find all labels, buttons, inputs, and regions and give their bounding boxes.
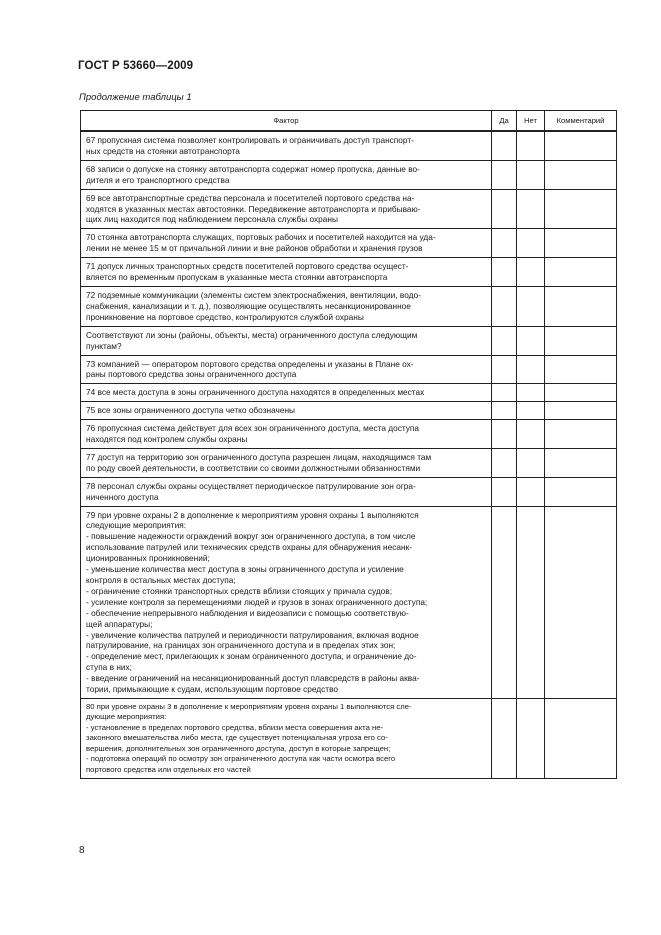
factor-text-line: - введение ограничений на несанкционированный доступ плавсредств в районы аква- [86, 673, 420, 684]
factor-text-line: использование патрулей или технических средств охраны для обнаружения несанк- [86, 542, 412, 553]
factor-cell [81, 448, 492, 477]
comment-cell[interactable] [545, 698, 617, 779]
no-cell[interactable] [517, 448, 545, 477]
yes-cell[interactable] [492, 420, 517, 449]
factor-cell [81, 355, 492, 384]
factor-text-line: 72 подземные коммуникации (элементы систем электроснабжения, вентиляции, водо- [86, 289, 421, 300]
factor-text-line: дителя и его транспортного средства [86, 174, 230, 185]
factor-text-line: законного вмешательства либо места, где существует потенциальная угроза его со- [86, 733, 388, 743]
table-row [81, 448, 617, 477]
factor-text-line: - повышение надежности ограждений вокруг зон ограниченного доступа, в том числе [86, 531, 416, 542]
table-row [81, 258, 617, 287]
no-cell[interactable] [517, 420, 545, 449]
comment-cell[interactable] [545, 258, 617, 287]
table-row [81, 384, 617, 402]
factor-text-line: - подготовка операций по осмотру зон ограниченного доступа как части осмотра всего [86, 754, 396, 764]
comment-cell[interactable] [545, 477, 617, 506]
factor-cell [81, 229, 492, 258]
factor-text-line: дующие мероприятия: [86, 712, 167, 722]
comment-cell[interactable] [545, 131, 617, 160]
column-header-no: Нет [517, 111, 545, 132]
factor-text-line: - определение мест, прилегающих к зонам ограниченного доступа, и ограничение до- [86, 651, 417, 662]
factor-text-line: проникновение на портовое средство, контролируются службой охраны [86, 311, 364, 322]
yes-cell[interactable] [492, 384, 517, 402]
factor-text-line: 77 доступ на территорию зон ограниченного доступа разрешен лицам, находящимся там [86, 451, 432, 462]
factor-text-line: щих лиц находится под наблюдением персонала службы охраны [86, 214, 338, 225]
factor-cell [81, 286, 492, 326]
yes-cell[interactable] [492, 506, 517, 698]
factor-text-line: - ограничение стоянки транспортных средств вблизи стоящих у причала судов; [86, 585, 393, 596]
document-code-header: ГОСТ Р 53660—2009 [78, 60, 194, 72]
comment-cell[interactable] [545, 160, 617, 189]
table-row [81, 326, 617, 355]
factor-cell [81, 160, 492, 189]
no-cell[interactable] [517, 286, 545, 326]
factor-text-line: - установление в пределах портового средства, вблизи места совершения акта не- [86, 722, 384, 732]
factor-text-line: - увеличение количества патрулей и периодичности патрулирования, включая водное [86, 629, 419, 640]
factor-text-line: 80 при уровне охраны 3 в дополнение к мероприятиям уровня охраны 1 выполняются сле- [86, 701, 412, 711]
factor-text-line: 74 все места доступа в зоны ограниченного доступа находятся в определенных местах [86, 387, 425, 398]
no-cell[interactable] [517, 477, 545, 506]
factor-text-line: следующие мероприятия: [86, 520, 187, 531]
comment-cell[interactable] [545, 506, 617, 698]
factor-cell [81, 420, 492, 449]
factor-cell [81, 506, 492, 698]
factor-text-line: лении не менее 15 м от причальной линии и вне районов обработки и хранения грузов [86, 243, 423, 254]
no-cell[interactable] [517, 384, 545, 402]
factor-text-line: 79 при уровне охраны 2 в дополнение к мероприятиям уровня охраны 1 выполняются [86, 509, 419, 520]
factor-text-line: тории, примыкающие к судам, использующим портовое средство [86, 684, 339, 695]
column-header-comment: Комментарий [545, 111, 617, 132]
no-cell[interactable] [517, 160, 545, 189]
factor-cell [81, 326, 492, 355]
factor-text-line: - уменьшение количества мест доступа в зоны ограниченного доступа и усиление [86, 564, 404, 575]
factor-text-line: щей аппаратуры; [86, 618, 153, 629]
no-cell[interactable] [517, 326, 545, 355]
yes-cell[interactable] [492, 189, 517, 229]
factor-text-line: снабжения, канализации и т. д.), позволяющие осуществлять несанкционированное [86, 300, 411, 311]
factor-cell [81, 258, 492, 287]
no-cell[interactable] [517, 189, 545, 229]
no-cell[interactable] [517, 131, 545, 160]
factor-text-line: 67 пропускная система позволяет контролировать и ограничивать доступ транспорт- [86, 135, 414, 145]
factor-text-line: - обеспечение непрерывного наблюдения и видеозаписи с помощью соответствую- [86, 607, 409, 618]
table-row [81, 131, 617, 160]
factor-text-line: 68 записи о допуске на стоянку автотранспорта содержат номер пропуска, данные во- [86, 163, 420, 174]
page-number: 8 [79, 845, 85, 856]
factor-cell [81, 402, 492, 420]
factor-checklist-table [80, 110, 617, 779]
factor-cell [81, 189, 492, 229]
yes-cell[interactable] [492, 131, 517, 160]
factor-text-line: 69 все автотранспортные средства персонала и посетителей портового средства на- [86, 192, 415, 203]
table-continuation-label: Продолжение таблицы 1 [79, 92, 192, 103]
factor-cell [81, 698, 492, 779]
factor-text-line: ступа в них; [86, 662, 132, 673]
table-row [81, 698, 617, 779]
factor-cell [81, 131, 492, 160]
factor-text-line: портового средства или отдельных его частей [86, 764, 251, 774]
table-header-row [81, 111, 617, 132]
factor-text-line: - усиление контроля за перемещениями людей и грузов в зонах ограниченного доступа; [86, 596, 428, 607]
table-row [81, 189, 617, 229]
yes-cell[interactable] [492, 160, 517, 189]
factor-text-line: 78 персонал службы охраны осуществляет периодическое патрулирование зон огра- [86, 480, 416, 491]
no-cell[interactable] [517, 229, 545, 258]
factor-text-line: ходятся в указанных местах автостоянки. Передвижение автотранспорта и прибываю- [86, 203, 421, 214]
no-cell[interactable] [517, 698, 545, 779]
yes-cell[interactable] [492, 286, 517, 326]
factor-text-line: ционированных проникновений; [86, 553, 210, 564]
comment-cell[interactable] [545, 189, 617, 229]
table-body [81, 131, 617, 779]
column-header-factor: Фактор [81, 111, 492, 132]
factor-text-line: 73 компанией — оператором портового средства определены и указаны в Плане ох- [86, 358, 414, 369]
factor-text-line: патрулирование, на границах зон ограниченного доступа и в пределах этих зон; [86, 640, 396, 651]
table-row [81, 506, 617, 698]
comment-cell[interactable] [545, 420, 617, 449]
no-cell[interactable] [517, 355, 545, 384]
factor-text-line: ных средств на стоянки автотранспорта [86, 145, 240, 156]
table-row [81, 355, 617, 384]
factor-text-line: контроля в остальных местах доступа; [86, 575, 236, 585]
factor-text-line: вершения, дополнительных зон ограниченного доступа, доступ в которые запрещен; [86, 743, 391, 753]
comment-cell[interactable] [545, 355, 617, 384]
comment-cell[interactable] [545, 384, 617, 402]
yes-cell[interactable] [492, 402, 517, 420]
table-row [81, 286, 617, 326]
table-row [81, 477, 617, 506]
no-cell[interactable] [517, 506, 545, 698]
comment-cell[interactable] [545, 402, 617, 420]
yes-cell[interactable] [492, 258, 517, 287]
column-header-yes: Да [492, 111, 517, 132]
comment-cell[interactable] [545, 286, 617, 326]
yes-cell[interactable] [492, 448, 517, 477]
yes-cell[interactable] [492, 477, 517, 506]
factor-text-line: ниченного доступа [86, 491, 159, 502]
factor-text-line: раны портового средства зоны ограниченного доступа [86, 369, 297, 380]
factor-text-line: 70 стоянка автотранспорта служащих, портовых рабочих и посетителей находится на уда- [86, 232, 436, 243]
comment-cell[interactable] [545, 326, 617, 355]
comment-cell[interactable] [545, 448, 617, 477]
factor-text-line: 75 все зоны ограниченного доступа четко обозначены [86, 405, 296, 416]
factor-text-line: пунктам? [86, 340, 122, 351]
yes-cell[interactable] [492, 355, 517, 384]
factor-text-line: находятся под контролем службы охраны [86, 434, 248, 445]
table-row [81, 160, 617, 189]
factor-text-line: Соответствуют ли зоны (районы, объекты, места) ограниченного доступа следующим [86, 329, 418, 340]
table-row [81, 420, 617, 449]
factor-text-line: по роду своей деятельности, в соответствии со своими должностными обязанностями [86, 462, 421, 473]
table-row [81, 402, 617, 420]
no-cell[interactable] [517, 258, 545, 287]
factor-text-line: вляется по временным пропускам в указанные места стоянки автотранспорта [86, 272, 388, 283]
yes-cell[interactable] [492, 698, 517, 779]
factor-text-line: 76 пропускная система действует для всех зон ограниченного доступа, места доступа [86, 423, 420, 434]
no-cell[interactable] [517, 402, 545, 420]
yes-cell[interactable] [492, 326, 517, 355]
yes-cell[interactable] [492, 229, 517, 258]
factor-cell [81, 384, 492, 402]
factor-cell [81, 477, 492, 506]
comment-cell[interactable] [545, 229, 617, 258]
factor-text-line: 71 допуск личных транспортных средств посетителей портового средства осущест- [86, 261, 409, 272]
table-row [81, 229, 617, 258]
